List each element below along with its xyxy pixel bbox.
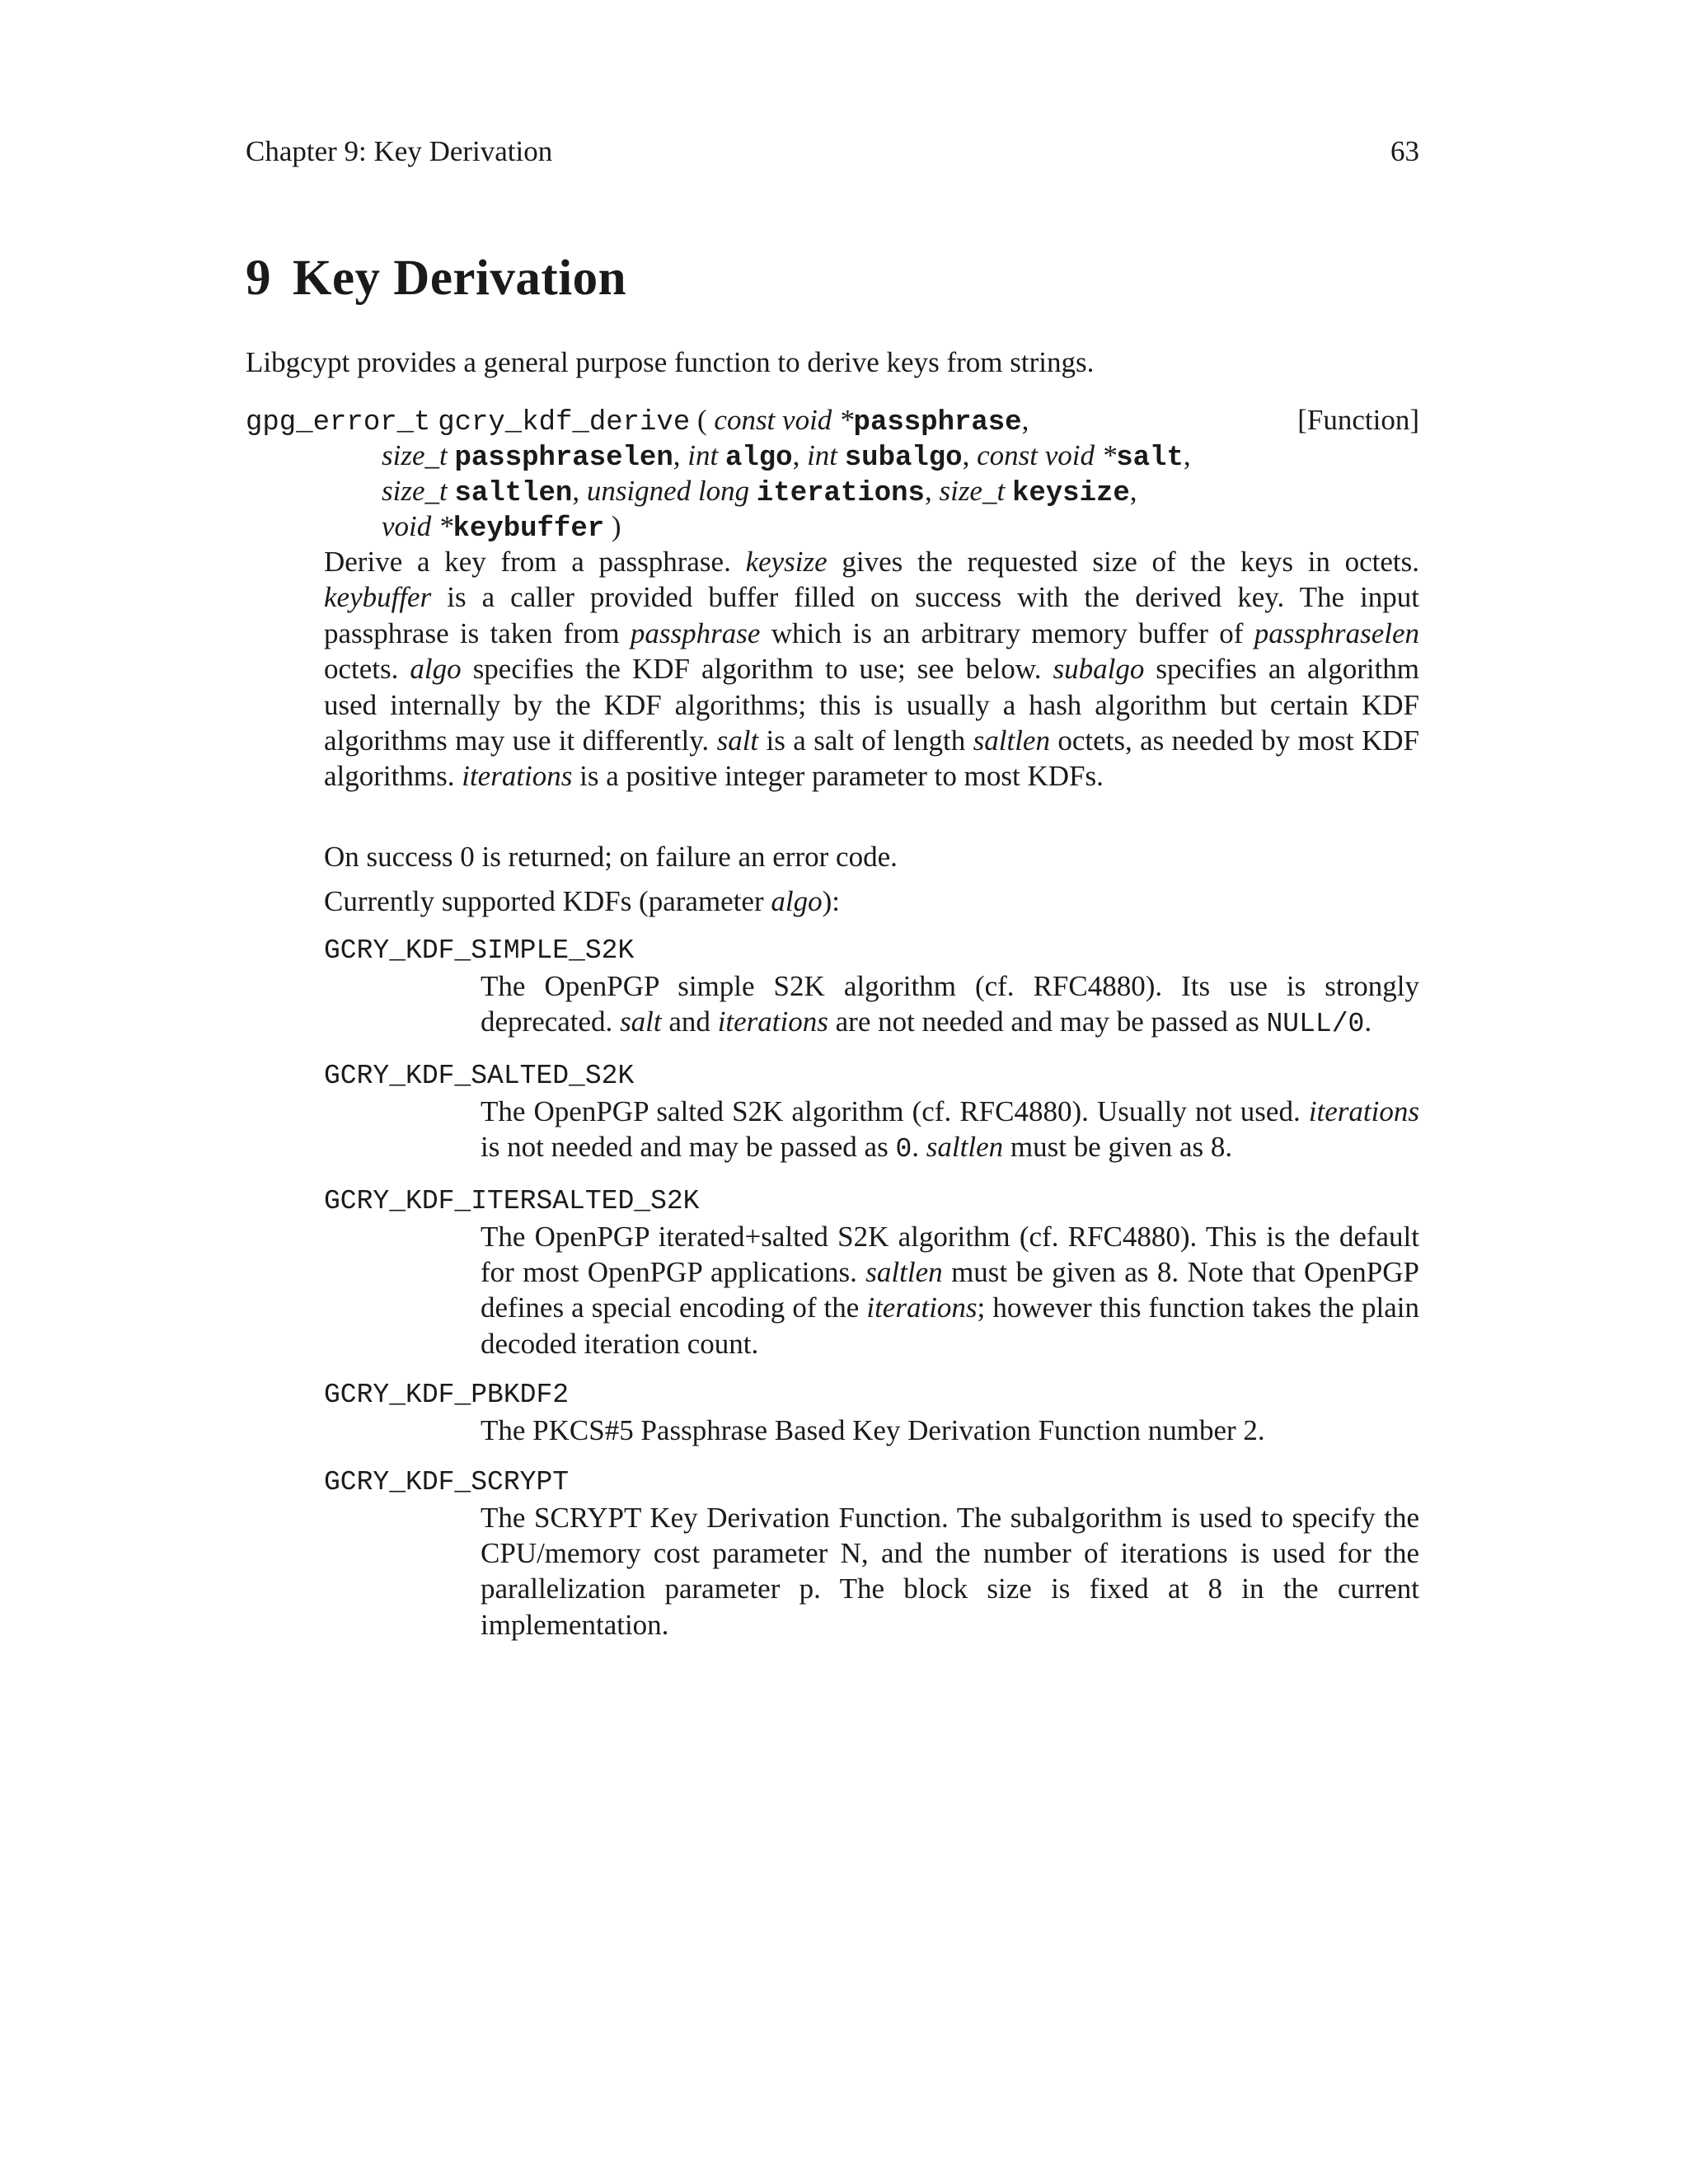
description-text: must be given as 8. — [1010, 1131, 1233, 1164]
description-text: The OpenPGP salted S2K algorithm (cf. RFC4880). Usually not used. — [481, 1094, 1301, 1127]
description-text: gives the requested size of the keys in octets. — [842, 546, 1420, 578]
intro-paragraph: Libgcypt provides a general purpose function to derive keys from strings. — [246, 346, 1095, 378]
description-text: must be given as 8. Note that OpenPGP defines a special encoding of the — [481, 1256, 1420, 1324]
description-text: . — [1364, 1005, 1372, 1038]
running-head — [246, 134, 1419, 170]
kdf-description: The SCRYPT Key Derivation Function. The subalgorithm is used to specify the CPU/memory cost parameter N, and the number of iterations is used for the parallelization parameter p. The block size is fixed at 8 in the current implementation. — [481, 1501, 1419, 1641]
param-name: keysize — [1011, 478, 1130, 509]
param-reference: salt — [620, 1005, 662, 1038]
param-reference: passphrase — [630, 616, 761, 649]
param-type: int — [807, 439, 838, 471]
description-text: which is an arbitrary memory buffer of — [771, 616, 1244, 649]
kdf-description — [324, 1219, 1419, 1362]
kdf-entry — [324, 1377, 1419, 1448]
function-signature — [246, 402, 1419, 544]
page-number: 63 — [1390, 135, 1419, 167]
supported-kdfs-paragraph — [324, 883, 1419, 920]
param-type: size_t — [382, 475, 448, 507]
param-separator: , — [924, 475, 932, 507]
param-name: saltlen — [454, 478, 573, 509]
description-text: . — [912, 1131, 920, 1164]
return-value-paragraph: On success 0 is returned; on failure an error code. — [324, 841, 898, 873]
description-text: octets. — [324, 653, 399, 686]
param-type: size_t — [382, 439, 448, 471]
description-text: are not needed and may be passed as — [835, 1005, 1259, 1038]
signature-line-3 — [246, 473, 1419, 509]
kdf-entry — [324, 933, 1419, 1043]
description-text: specifies the KDF algorithm to use; see below. — [472, 653, 1042, 686]
param-type: size_t — [939, 475, 1006, 507]
description-text: The OpenPGP iterated+salted S2K algorithm (cf. RFC4880). This is the default for most OpenPGP applications. — [481, 1220, 1419, 1289]
code-literal: NULL/0 — [1266, 1009, 1365, 1040]
kdf-description: The PKCS#5 Passphrase Based Key Derivation Function number 2. — [481, 1414, 1265, 1447]
param-reference: subalgo — [1053, 653, 1145, 686]
param-reference: saltlen — [926, 1131, 1004, 1164]
param-name: passphraselen — [454, 443, 673, 474]
running-head-chapter: Chapter 9: Key Derivation — [246, 135, 553, 167]
kdf-name: GCRY_KDF_PBKDF2 — [324, 1380, 570, 1411]
return-type: gpg_error_t — [246, 407, 431, 438]
description-text: and — [668, 1005, 710, 1038]
param-name: algo — [724, 443, 793, 474]
param-name: subalgo — [844, 443, 963, 474]
signature-line-1 — [246, 402, 1419, 438]
param-reference: algo — [771, 885, 823, 917]
kdf-name: GCRY_KDF_ITERSALTED_S2K — [324, 1185, 700, 1216]
param-reference: iterations — [1308, 1094, 1420, 1127]
document-page — [246, 0, 1419, 2184]
kdf-name: GCRY_KDF_SALTED_S2K — [324, 1060, 635, 1091]
param-reference: iterations — [717, 1005, 828, 1038]
kdf-description — [324, 968, 1419, 1043]
signature-line-4 — [246, 509, 1419, 544]
chapter-title-text: Key Derivation — [293, 251, 627, 306]
kdf-entry — [324, 1183, 1419, 1362]
kdf-name: GCRY_KDF_SIMPLE_S2K — [324, 935, 635, 966]
chapter-title — [246, 247, 626, 310]
param-type: void * — [382, 510, 453, 542]
param-reference: iterations — [462, 760, 573, 793]
param-reference: salt — [716, 724, 759, 757]
chapter-number: 9 — [246, 251, 271, 306]
description-text: is not needed and may be passed as — [481, 1131, 889, 1164]
param-reference: saltlen — [973, 724, 1050, 757]
open-paren: ( — [697, 404, 707, 436]
description-text: ; however this function takes the plain decoded iteration count. — [481, 1291, 1420, 1360]
param-reference: keybuffer — [324, 581, 432, 614]
param-name: keybuffer — [452, 513, 605, 545]
description-text: is a caller provided buffer filled on success with the derived key. The input passphrase is taken from — [324, 581, 1419, 649]
function-name: gcry_kdf_derive — [438, 407, 691, 438]
param-separator: , — [792, 439, 800, 471]
description-text: is a salt of length — [766, 724, 966, 757]
kdf-name: GCRY_KDF_SCRYPT — [324, 1466, 570, 1497]
kdf-description — [324, 1094, 1419, 1168]
function-category: [Function] — [1297, 404, 1419, 436]
function-description — [324, 544, 1419, 794]
param-reference: iterations — [866, 1291, 978, 1324]
param-separator: , — [1129, 475, 1137, 507]
description-text: The OpenPGP simple S2K algorithm (cf. RFC4880). Its use is strongly deprecated. — [481, 970, 1419, 1038]
param-name: iterations — [756, 478, 925, 509]
param-type: const void * — [714, 404, 854, 436]
param-type: unsigned long — [586, 475, 750, 507]
supported-tail-text: ): — [822, 885, 840, 917]
kdf-table — [324, 933, 1419, 1658]
description-text: Derive a key from a passphrase. — [324, 546, 731, 578]
description-text: is a positive integer parameter to most KDFs. — [579, 760, 1104, 793]
description-text: specifies an algorithm used internally by the KDF algorithms; this is usually a hash algorithm but certain KDF algorithms may use it differently. — [324, 653, 1420, 757]
param-separator: , — [673, 439, 681, 471]
param-separator: , — [1183, 439, 1191, 471]
param-separator: , — [962, 439, 970, 471]
param-separator: , — [1021, 404, 1029, 436]
param-reference: keysize — [745, 546, 828, 578]
kdf-entry — [324, 1465, 1419, 1643]
param-reference: saltlen — [865, 1256, 943, 1289]
param-separator: , — [572, 475, 580, 507]
param-type: int — [687, 439, 719, 471]
param-name: salt — [1116, 443, 1184, 474]
param-name: passphrase — [853, 407, 1022, 438]
description-text: octets, as needed by most KDF algorithms. — [324, 724, 1420, 793]
param-type: const void * — [977, 439, 1117, 471]
close-paren: ) — [611, 510, 621, 542]
param-reference: passphraselen — [1254, 616, 1420, 649]
signature-line-2 — [246, 438, 1419, 473]
code-literal: 0 — [895, 1134, 912, 1165]
param-reference: algo — [410, 653, 462, 686]
supported-lead-text: Currently supported KDFs (parameter — [324, 885, 764, 917]
kdf-entry — [324, 1058, 1419, 1168]
